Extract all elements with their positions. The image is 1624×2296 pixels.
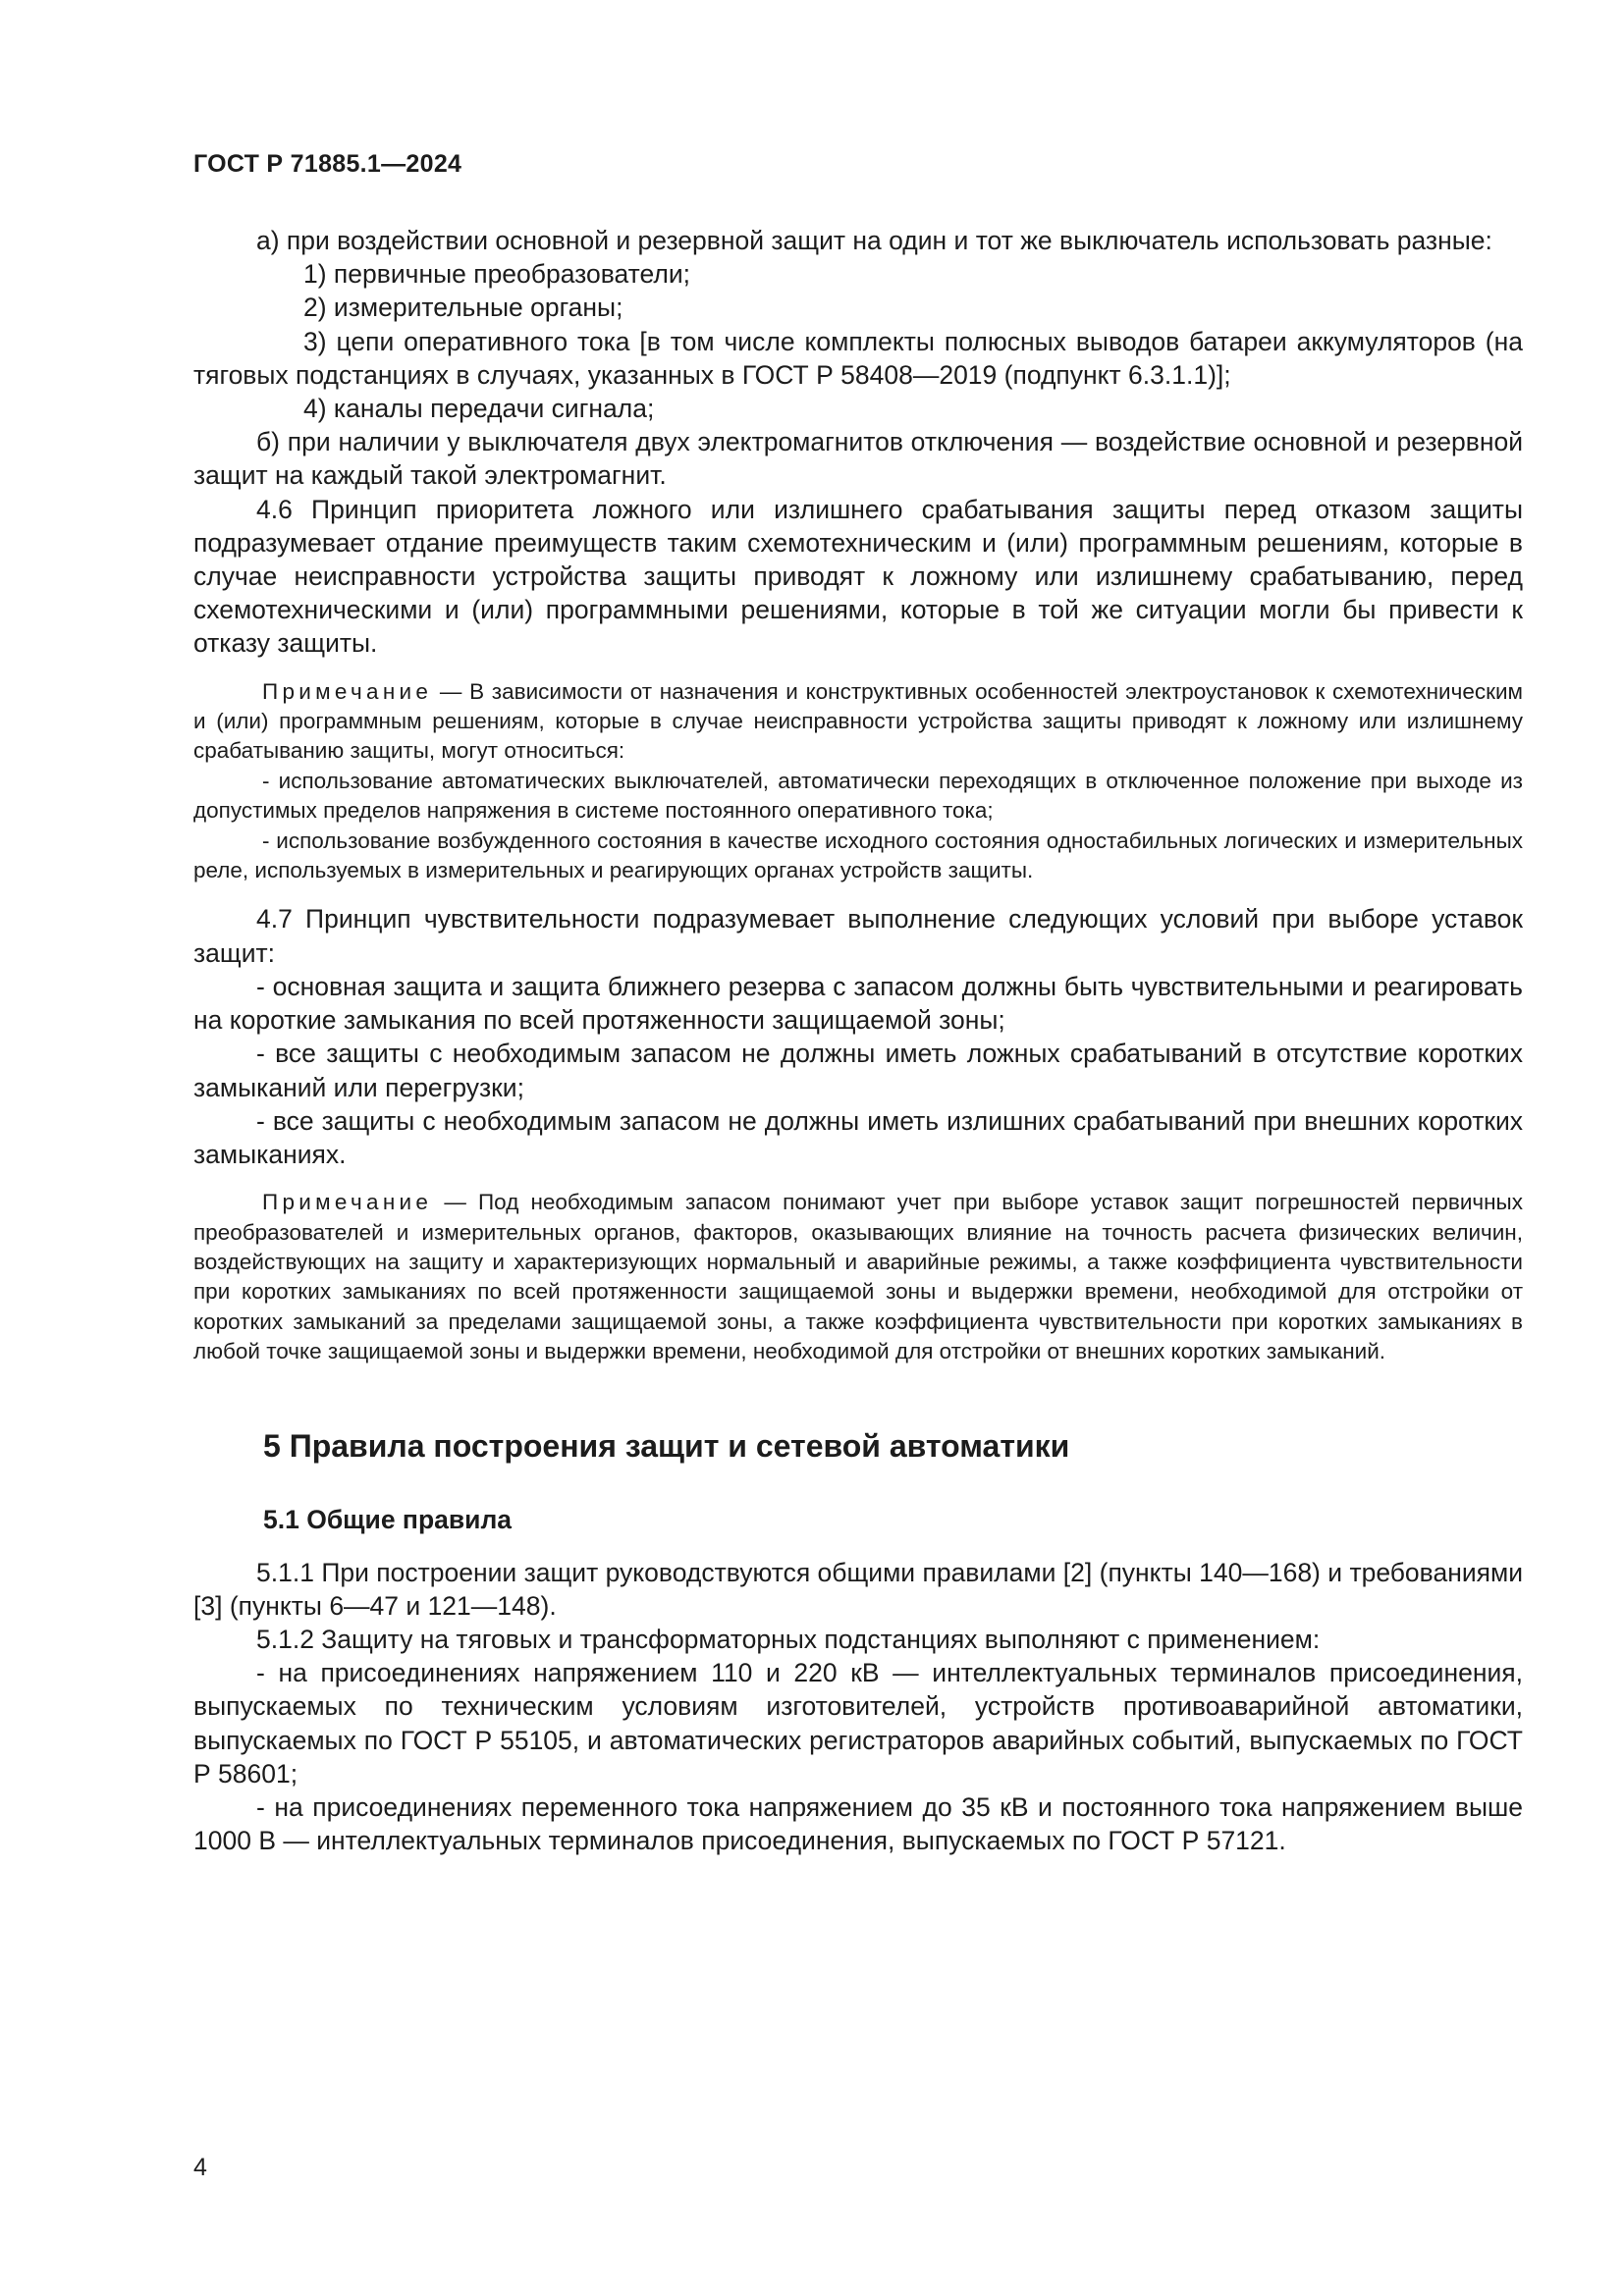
note-1 (193, 677, 1523, 767)
list-item-3: 3) цепи оперативного тока [в том числе комплекты полюсных выводов батареи аккумуляторов (на тяговых подстанциях в случаях, указанных в ГОСТ Р 58408—2019 (подпункт 6.3.1.1)]; (193, 326, 1523, 390)
paragraph-4-6: 4.6 Принцип приоритета ложного или излишнего срабатывания защиты перед отказом защиты подразумевает отдание преимуществ таким схемотехническим и (или) программным решениям, которые в случае неисправности устройства защиты приводят к ложному или излишнему срабатыванию, перед схемотехническими и (или) программными решениями, которые в той же ситуации могли бы привести к отказу защиты. (193, 494, 1523, 659)
paragraph-a: а) при воздействии основной и резервной защит на один и тот же выключатель использовать разные: (256, 226, 1492, 255)
list-item-2: 2) измерительные органы; (303, 293, 623, 323)
paragraph-5-1-1: 5.1.1 При построении защит руководствуются общими правилами [2] (пункты 140—168) и требованиями [3] (пункты 6—47 и 121—148). (193, 1557, 1523, 1621)
page-number: 4 (193, 2154, 207, 2181)
note-1-item-2: - использование возбужденного состояния в качестве исходного состояния одностабильных логических и измерительных реле, используемых в измерительных и реагирующих органах устройств защиты. (193, 828, 1523, 883)
note-label: Примечание (262, 1190, 433, 1215)
document-header-code: ГОСТ Р 71885.1—2024 (193, 150, 462, 178)
list-item-4: 4) каналы передачи сигнала; (303, 394, 655, 424)
section-5-title: 5 Правила построения защит и сетевой автоматики (263, 1427, 1070, 1464)
note-1-text: — В зависимости от назначения и конструктивных особенностей электроустановок к схемотехническим и (или) программным решениям, которые в случае неисправности устройства защиты приводят к ложному или излишнему срабатыванию защиты, могут относиться: (193, 678, 1523, 764)
list-item-1: 1) первичные преобразователи; (303, 259, 690, 290)
paragraph-4-7-item-2: - все защиты с необходимым запасом не должны иметь ложных срабатываний в отсутствие коротких замыканий или перегрузки; (193, 1039, 1523, 1102)
note-1-item-1: - использование автоматических выключателей, автоматически переходящих в отключенное положение при выходе из допустимых пределов напряжения в системе постоянного оперативного тока; (193, 768, 1523, 824)
note-label: Примечание (262, 678, 433, 704)
document-body (193, 224, 1523, 1857)
note-2 (193, 1188, 1523, 1366)
paragraph-5-1-2-item-1: - на присоединениях напряжением 110 и 220 кВ — интеллектуальных терминалов присоединения, выпускаемых по техническим условиям изготовителей, устройств противоаварийной автоматики, выпускаемых по ГОСТ Р 55105, и автоматических регистраторов аварийных событий, выпускаемых по ГОСТ Р 58601; (193, 1658, 1523, 1789)
paragraph-4-7-item-1: - основная защита и защита ближнего резерва с запасом должны быть чувствительными и реагировать на короткие замыкания по всей протяженности защищаемой зоны; (193, 971, 1523, 1036)
paragraph-4-7: 4.7 Принцип чувствительности подразумевает выполнение следующих условий при выборе уставок защит: (193, 904, 1523, 968)
paragraph-b: б) при наличии у выключателя двух электромагнитов отключения — воздействие основной и резервной защит на каждый такой электромагнит. (193, 427, 1523, 491)
paragraph-5-1-2-item-2: - на присоединениях переменного тока напряжением до 35 кВ и постоянного тока напряжением выше 1000 В — интеллектуальных терминалов присоединения, выпускаемых по ГОСТ Р 57121. (193, 1791, 1523, 1856)
section-5-1-title: 5.1 Общие правила (263, 1504, 513, 1534)
paragraph-5-1-2: 5.1.2 Защиту на тяговых и трансформаторных подстанциях выполняют с применением: (256, 1624, 1321, 1654)
paragraph-4-7-item-3: - все защиты с необходимым запасом не должны иметь излишних срабатываний при внешних коротких замыканиях. (193, 1105, 1523, 1169)
note-2-text: — Под необходимым запасом понимают учет при выборе уставок защит погрешностей первичных преобразователей и измерительных органов, факторов, оказывающих влияние на точность расчета физических величин, воздействующих на защиту и характеризующих нормальный и аварийные режимы, а также коэффициента чувствительности при коротких замыканиях по всей протяженности защищаемой зоны и выдержки времени, необходимой для отстройки от коротких замыканий за пределами защищаемой зоны, а также коэффициента чувствительности при коротких замыканиях в любой точке защищаемой зоны и выдержки времени, необходимой для отстройки от внешних коротких замыканий. (193, 1190, 1523, 1364)
